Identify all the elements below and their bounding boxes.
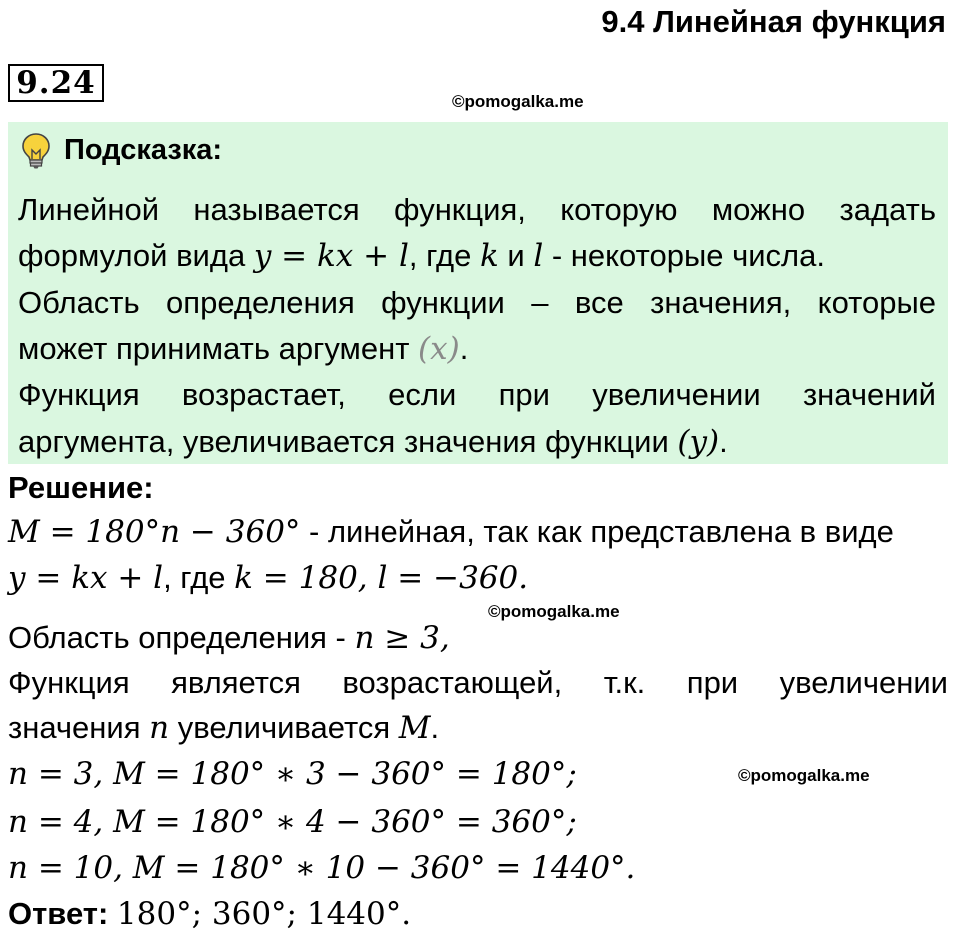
calc-line: n = 4, M = 180° ∗ 4 − 360° = 360°; (8, 804, 577, 840)
hint-line: аргумента, увеличивается значения функции (y). (18, 424, 728, 460)
hint-line: Область определения функции – все значения, которые (18, 285, 936, 320)
section-title: 9.4 Линейная функция (601, 4, 946, 39)
hint-line: формулой вида y = kx + l, где k и l - некоторые числа. (18, 238, 825, 274)
solution-line: M = 180°n − 360° - линейная, так как представлена в виде (8, 514, 894, 550)
watermark: ©pomogalka.me (488, 602, 620, 621)
lightbulb-icon (20, 132, 52, 170)
solution-line: значения n увеличивается M. (8, 710, 440, 746)
solution-heading: Решение: (8, 470, 154, 505)
hint-title: Подсказка: (64, 134, 223, 166)
hint-line: Функция возрастает, если при увеличении значений (18, 377, 936, 412)
formula: y = kx + l (253, 238, 409, 274)
task-number: 9.24 (8, 64, 104, 102)
calc-line: n = 10, M = 180° ∗ 10 − 360° = 1440°. (8, 850, 636, 886)
answer-value: 180°; 360°; 1440°. (116, 896, 412, 932)
solution-line: Область определения - n ≥ 3, (8, 620, 450, 656)
hint-line: может принимать аргумент (x). (18, 331, 469, 367)
answer-line (8, 894, 948, 934)
solution-line: y = kx + l, где k = 180, l = −360. (8, 560, 529, 596)
hint-line: Линейной называется функция, которую можно задать (18, 192, 936, 227)
watermark: ©pomogalka.me (738, 766, 870, 785)
solution-line: Функция является возрастающей, т.к. при увеличении (8, 665, 948, 700)
calc-line: n = 3, M = 180° ∗ 3 − 360° = 180°; (8, 756, 577, 792)
watermark: ©pomogalka.me (452, 92, 584, 111)
answer-label: Ответ: (8, 896, 109, 931)
